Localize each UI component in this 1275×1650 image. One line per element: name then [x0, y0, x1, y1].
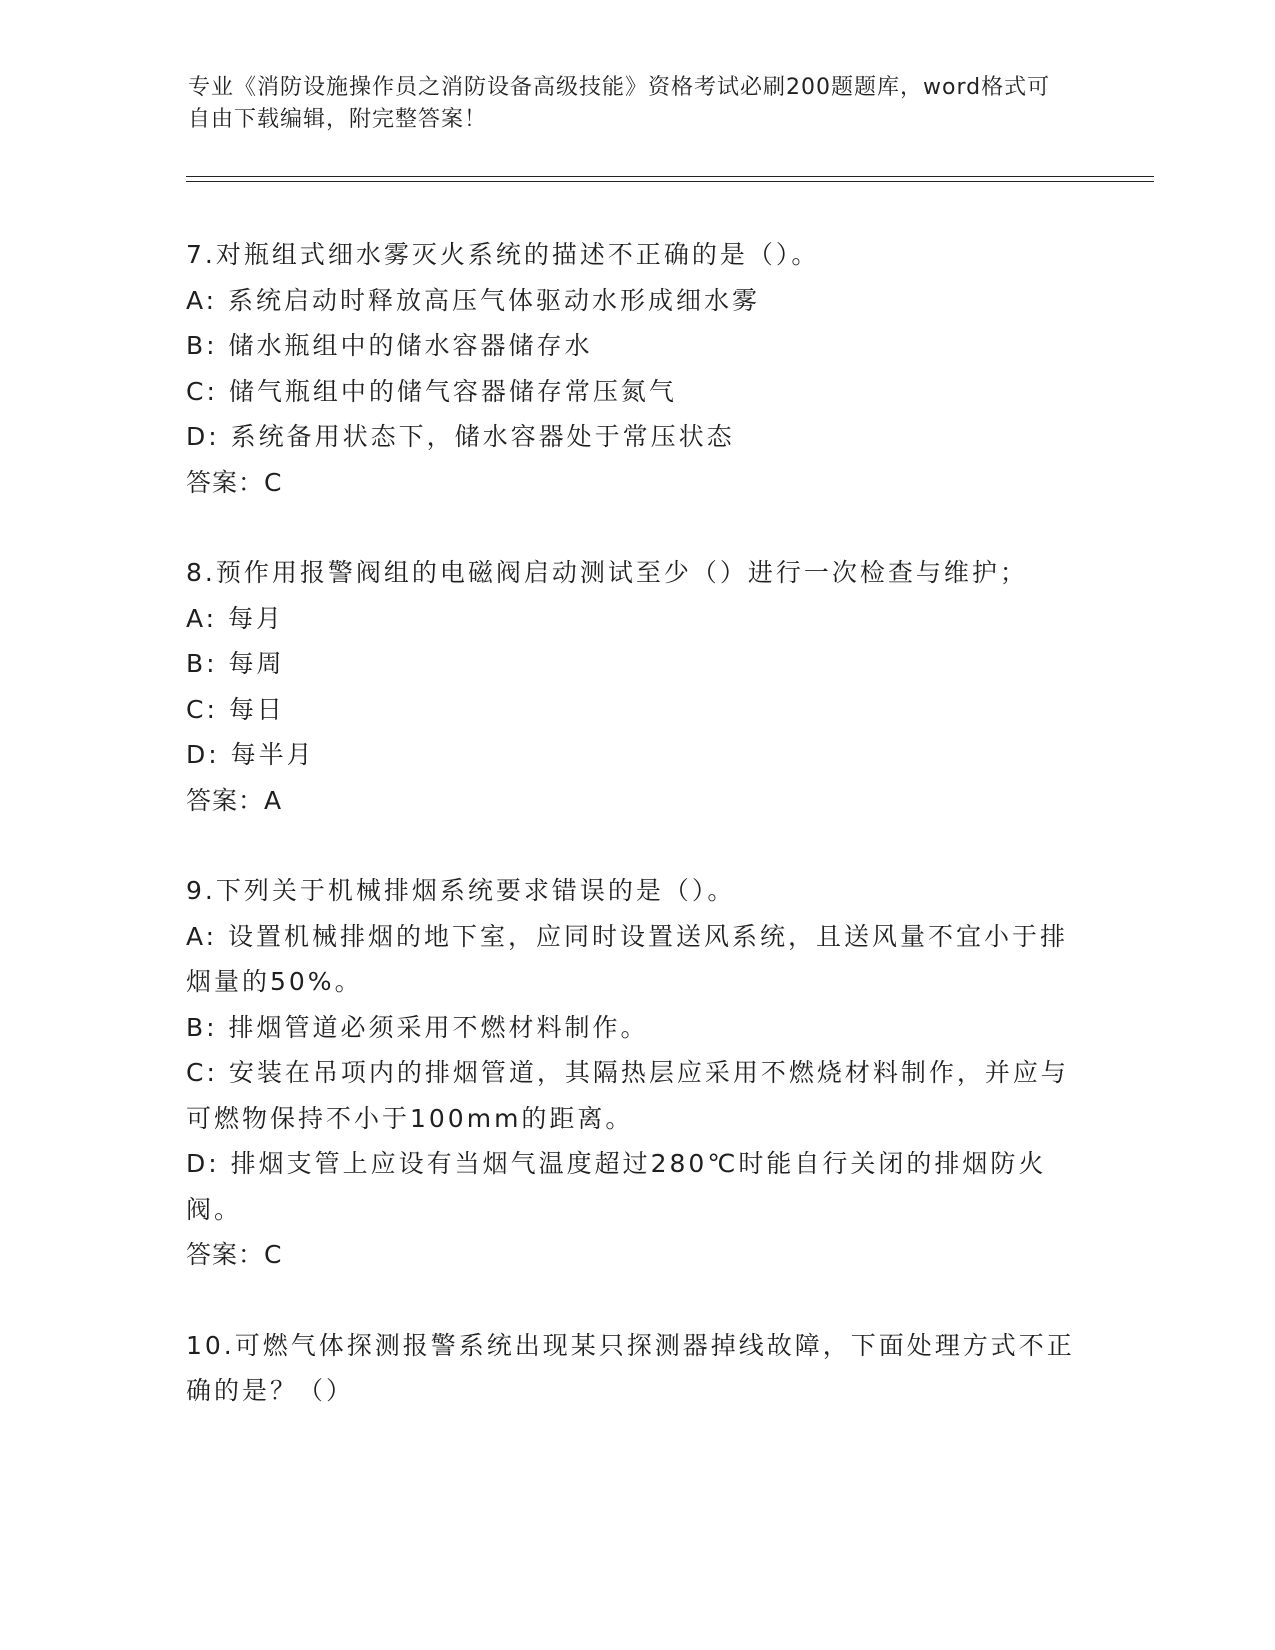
- question-stem: 9.下列关于机械排烟系统要求错误的是（）。: [186, 876, 736, 905]
- answer-line: 答案：C: [186, 467, 283, 497]
- option-a: A: 设置机械排烟的地下室，应同时设置送风系统，且送风量不宜小于排烟量的50%。: [186, 921, 1069, 996]
- answer-line: 答案：C: [186, 1240, 283, 1269]
- option-b: B: 排烟管道必须采用不燃材料制作。: [186, 1012, 649, 1042]
- answer-line: 答案：A: [186, 785, 283, 815]
- option-d: D: 系统备用状态下，储水容器处于常压状态: [186, 422, 735, 451]
- question-7: [186, 232, 1086, 505]
- question-stem: 7.对瓶组式细水雾灭火系统的描述不正确的是（）。: [186, 240, 820, 269]
- option-b: B: 储水瓶组中的储水容器储存水: [186, 331, 593, 360]
- option-c: C: 储气瓶组中的储气容器储存常压氮气: [186, 376, 677, 406]
- header-rule-bottom: [186, 181, 1154, 182]
- header-rule-top: [186, 176, 1154, 177]
- option-d: D: 排烟支管上应设有当烟气温度超过280℃时能自行关闭的排烟防火阀。: [186, 1149, 1047, 1224]
- option-b: B: 每周: [186, 649, 285, 678]
- option-c: C: 安装在吊项内的排烟管道，其隔热层应采用不燃烧材料制作，并应与可燃物保持不小于100mm的距离。: [186, 1058, 1069, 1133]
- question-list: [186, 232, 1086, 1459]
- option-d: D: 每半月: [186, 740, 315, 769]
- option-a: A: 每月: [186, 603, 285, 633]
- question-8: [186, 550, 1086, 823]
- option-c: C: 每日: [186, 694, 285, 724]
- question-9: [186, 868, 1086, 1278]
- document-header: 专业《消防设施操作员之消防设备高级技能》资格考试必刷200题题库，word格式可自由下载编辑，附完整答案！: [188, 75, 1051, 132]
- question-stem: 8.预作用报警阀组的电磁阀启动测试至少（）进行一次检查与维护；: [186, 558, 1028, 587]
- question-stem: 10.可燃气体探测报警系统出现某只探测器掉线故障，下面处理方式不正确的是？（）: [186, 1330, 1075, 1405]
- option-a: A: 系统启动时释放高压气体驱动水形成细水雾: [186, 285, 761, 315]
- question-10: [186, 1323, 1086, 1414]
